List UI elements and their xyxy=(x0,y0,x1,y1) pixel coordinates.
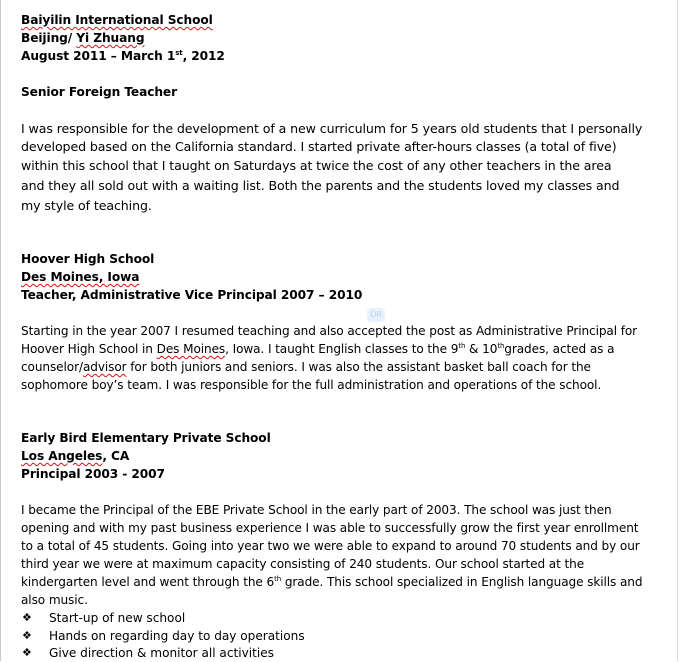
job1-paragraph-line: developed based on the California standard. I started private after-hours classes (a total of five) xyxy=(21,139,617,154)
bullet-item: Give direction & monitor all activities xyxy=(49,646,274,660)
job2-location: Des Moines, Iowa xyxy=(21,270,140,284)
bullet-item: Start-up of new school xyxy=(49,611,186,625)
job3-paragraph-line: also music. xyxy=(21,593,88,607)
job1-paragraph-line: my style of teaching. xyxy=(21,198,152,213)
job2-paragraph-line: Hoover High School in Des Moines, Iowa. I taught English classes to the 9th & 10thgrades, acted as a xyxy=(21,341,615,356)
diamond-bullet-icon: ❖ xyxy=(22,629,32,642)
job1-school-text: Baiyilin International School xyxy=(21,13,213,27)
job2-paragraph-line: Starting in the year 2007 I resumed teaching and also accepted the post as Administrative Principal for xyxy=(21,324,638,338)
page-right-edge xyxy=(677,0,678,661)
job3-paragraph-line: third year we were at maximum capacity consisting of 240 students. Our school started at the xyxy=(21,557,585,571)
job2-paragraph-line: counselor/advisor for both juniors and seniors. I was also the assistant basket ball coach for the xyxy=(21,360,591,374)
job1-paragraph-line: I was responsible for the development of a new curriculum for 5 years old students that I personally xyxy=(21,121,643,136)
diamond-bullet-icon: ❖ xyxy=(22,611,32,624)
watermark-badge: OR xyxy=(367,308,385,322)
job2-title: Teacher, Administrative Vice Principal 2007 – 2010 xyxy=(21,288,363,302)
job3-title: Principal 2003 - 2007 xyxy=(21,467,165,481)
job1-location: Beijing/ Yi Zhuang xyxy=(21,31,145,45)
job3-paragraph-line: to a total of 45 students. Going into year two we were able to expand to around 70 students and by our xyxy=(21,539,640,553)
job3-location: Los Angeles, CA xyxy=(21,449,130,463)
job1-school xyxy=(21,11,213,29)
job3-school: Early Bird Elementary Private School xyxy=(21,431,271,445)
job3-paragraph-line: opening and with my past business experience I was able to successfully grow the first year enrollment xyxy=(21,521,639,535)
job1-dates: August 2011 – March 1st, 2012 xyxy=(21,48,225,63)
page-left-edge xyxy=(0,0,1,661)
job1-paragraph-line: within this school that I taught on Saturdays at twice the cost of any other teachers in the area xyxy=(21,158,612,173)
job1-title: Senior Foreign Teacher xyxy=(21,85,177,99)
job3-paragraph-line: kindergarten level and went through the 6th grade. This school specialized in English language skills and xyxy=(21,574,643,589)
job1-paragraph-line: and they all sold out with a waiting list. Both the parents and the students loved my classes and xyxy=(21,178,620,193)
job3-paragraph-line: I became the Principal of the EBE Private School in the early part of 2003. The school was just then xyxy=(21,503,612,517)
job2-school: Hoover High School xyxy=(21,252,155,266)
diamond-bullet-icon: ❖ xyxy=(22,646,32,659)
job2-paragraph-line: sophomore boy’s team. I was responsible for the full administration and operations of the school. xyxy=(21,378,602,392)
bullet-item: Hands on regarding day to day operations xyxy=(49,629,305,643)
